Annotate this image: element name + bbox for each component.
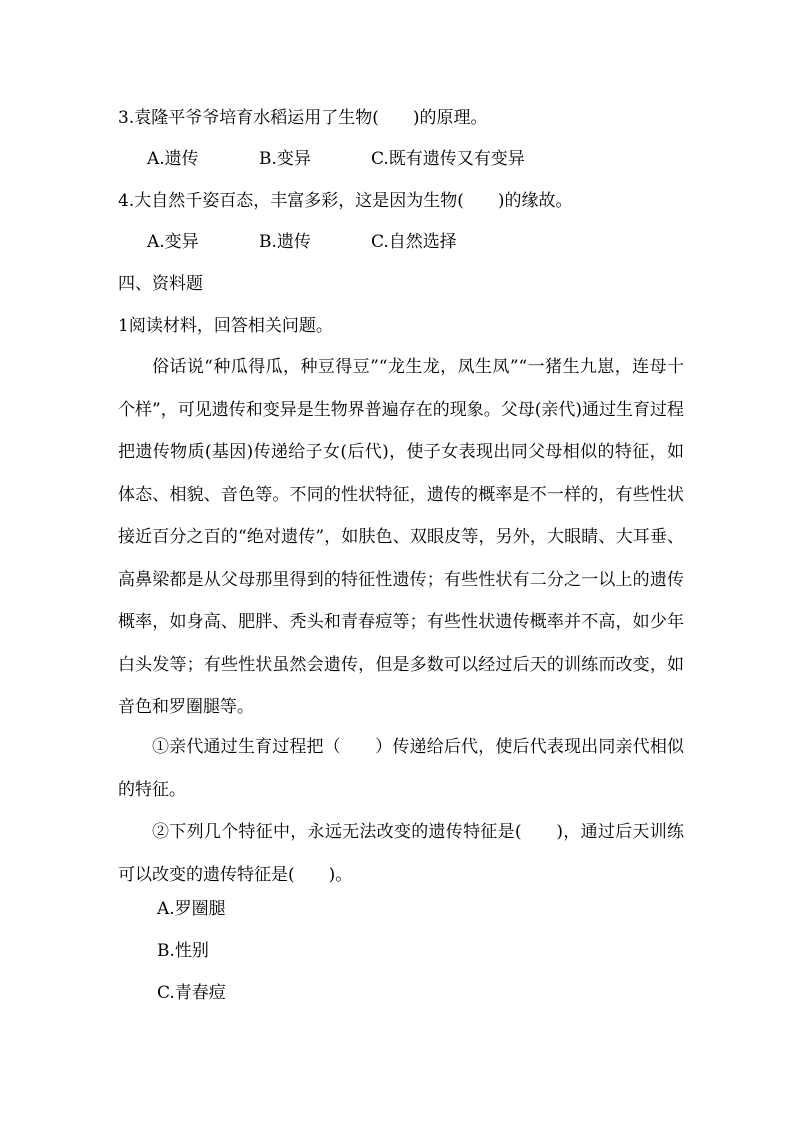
question-3-option-c: C.既有遗传又有变异: [371, 149, 525, 169]
question-3: 3.袁隆平爷爷培育水稻运用了生物( )的原理。: [118, 108, 488, 128]
sub-option-c: C.青春痘: [157, 983, 226, 1003]
question-4-option-b: B.遗传: [259, 232, 311, 252]
reading-passage: 俗话说“种瓜得瓜，种豆得豆”“龙生龙，凤生凤”“一猪生九崽，连母十个样”，可见遗传和变异是生物界普遍存在的现象。父母(亲代)通过生育过程把遗传物质(基因)传递给子女(后代)，使子女表现出同父母相似的特征，如体态、相貌、音色等。不同的性状特征，遗传的概率是不一样的，有些性状接近百分之百的“绝对遗传”，如肤色、双眼皮等，另外，大眼睛、大耳垂、高鼻梁都是从父母那里得到的特征性遗传；有些性状有二分之一以上的遗传概率，如身高、肥胖、秃头和青春痘等；有些性状遗传概率并不高，如少年白头发等；有些性状虽然会遗传，但是多数可以经过后天的训练而改变，如音色和罗圈腿等。: [118, 357, 684, 717]
section-title: 四、资料题: [118, 274, 203, 294]
question-4: 4.大自然千姿百态，丰富多彩，这是因为生物( )的缘故。: [118, 191, 573, 211]
question-4-option-a: A.变异: [147, 232, 199, 252]
sub-option-a: A.罗圈腿: [157, 899, 226, 919]
question-4-option-c: C.自然选择: [371, 232, 457, 252]
question-4-options: [147, 230, 457, 254]
question-3-option-a: A.遗传: [147, 149, 199, 169]
sub-option-b: B.性别: [157, 941, 209, 961]
question-3-options: [147, 147, 525, 171]
section-instruction: 1阅读材料，回答相关问题。: [118, 316, 333, 336]
sub-question-2: ②下列几个特征中，永远无法改变的遗传特征是( )，通过后天训练可以改变的遗传特征是( )。: [118, 822, 684, 885]
question-3-option-b: B.变异: [259, 149, 311, 169]
sub-question-1: ①亲代通过生育过程把（ ）传递给后代，使后代表现出同亲代相似的特征。: [118, 737, 684, 800]
